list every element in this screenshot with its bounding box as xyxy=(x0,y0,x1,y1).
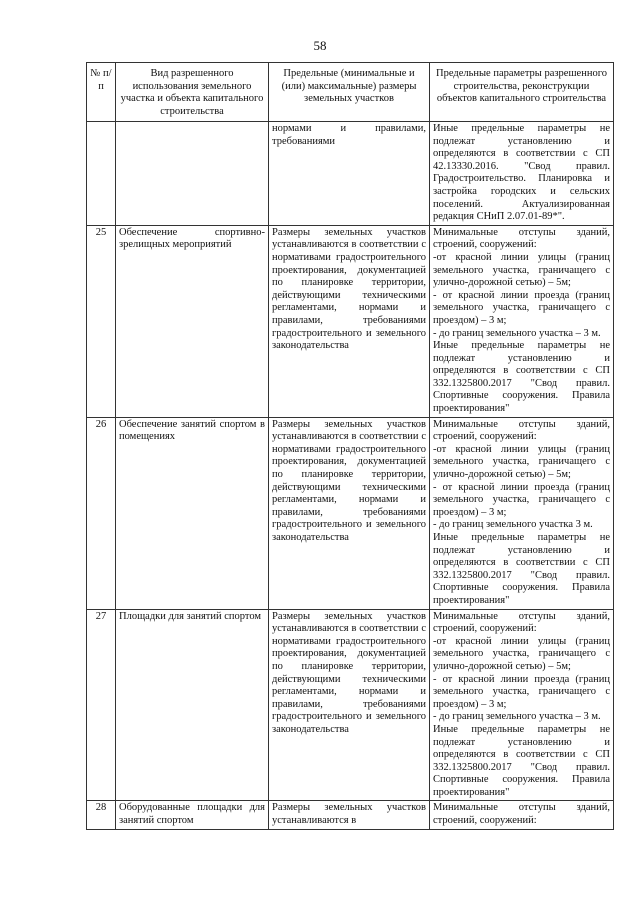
table-row xyxy=(87,801,614,829)
header-build-params: Предельные параметры разрешенного строительства, реконструкции объектов капитального строительства xyxy=(430,63,614,122)
cell-number: 28 xyxy=(87,801,116,829)
param-line: -от красной линии улицы (границ земельного участка, граничащего с улично-дорожной сетью) – 5м; xyxy=(433,251,610,289)
param-line: Минимальные отступы зданий, строений, сооружений: xyxy=(433,610,610,635)
cell-build-params xyxy=(430,225,614,417)
cell-build-params xyxy=(430,801,614,829)
cell-plot-sizes: Размеры земельных участков устанавливаются в соответствии с нормативами градостроительного проектирования, документацией по планировке территории, действующими техническими регламентами, нормами и правилами, требованиями градостроительного и земельного законодательства xyxy=(269,609,430,801)
table-row-continuation xyxy=(87,122,614,226)
cell-build-params: Иные предельные параметры не подлежат установлению и определяются в соответствии с СП 42.13330.2016. "Свод правил. Градостроительство. Планировка и застройка городских и сельских поселений. Актуализированная редакция СНиП 2.07.01-89*". xyxy=(430,122,614,226)
param-line: -от красной линии улицы (границ земельного участка, граничащего с улично-дорожной сетью) – 5м; xyxy=(433,635,610,672)
param-line: - до границ земельного участка – 3 м. xyxy=(433,327,601,339)
cell-use-type: Обеспечение спортивно-зрелищных мероприятий xyxy=(116,225,269,417)
cell-number: 27 xyxy=(87,609,116,801)
cell-use-type: Обеспечение занятий спортом в помещениях xyxy=(116,417,269,609)
cell-plot-sizes: нормами и правилами, требованиями xyxy=(269,122,430,226)
cell-build-params xyxy=(430,417,614,609)
param-line: - до границ земельного участка – 3 м. xyxy=(433,711,601,723)
cell-number xyxy=(87,122,116,226)
param-line: - от красной линии проезда (границ земельного участка, граничащего с проездом) – 3 м; xyxy=(433,673,610,710)
cell-plot-sizes: Размеры земельных участков устанавливаются в соответствии с нормативами градостроительного проектирования, документацией по планировке территории, действующими техническими регламентами, нормами и правилами, требованиями градостроительного и земельного законодательства xyxy=(269,225,430,417)
param-line: Иные предельные параметры не подлежат установлению и определяются в соответствии с СП 332.1325800.2017 "Свод правил. Спортивные сооружения. Правила проектирования" xyxy=(433,723,610,798)
header-use-type: Вид разрешенного использования земельного участка и объекта капитального строительства xyxy=(116,63,269,122)
param-line: - от красной линии проезда (границ земельного участка, граничащего с проездом) – 3 м; xyxy=(433,481,610,518)
param-line: Минимальные отступы зданий, строений, сооружений: xyxy=(433,802,610,827)
param-line: -от красной линии улицы (границ земельного участка, граничащего с улично-дорожной сетью) – 5м; xyxy=(433,443,610,481)
cell-plot-sizes: Размеры земельных участков устанавливаются в xyxy=(269,801,430,829)
table-row xyxy=(87,417,614,609)
cell-number: 26 xyxy=(87,417,116,609)
param-line: - до границ земельного участка 3 м. xyxy=(433,519,593,531)
table-header-row xyxy=(87,63,614,122)
cell-build-params xyxy=(430,609,614,801)
table-row xyxy=(87,225,614,417)
page-number: 58 xyxy=(313,38,327,53)
param-line: Иные предельные параметры не подлежат установлению и определяются в соответствии с СП 332.1325800.2017 "Свод правил. Спортивные сооружения. Правила проектирования" xyxy=(433,532,610,606)
table-row xyxy=(87,609,614,801)
param-line: Минимальные отступы зданий, строений, сооружений: xyxy=(433,418,610,443)
param-line: Минимальные отступы зданий, строений, сооружений: xyxy=(433,226,610,251)
cell-plot-sizes: Размеры земельных участков устанавливаются в соответствии с нормативами градостроительного проектирования, документацией по планировке территории, действующими техническими регламентами, нормами и правилами, требованиями градостроительного и земельного законодательства xyxy=(269,417,430,609)
cell-use-type xyxy=(116,122,269,226)
header-plot-sizes: Предельные (минимальные и (или) максимальные) размеры земельных участков xyxy=(269,63,430,122)
cell-use-type: Площадки для занятий спортом xyxy=(116,609,269,801)
cell-use-type: Оборудованные площадки для занятий спортом xyxy=(116,801,269,829)
regulations-table xyxy=(86,62,614,830)
cell-number: 25 xyxy=(87,225,116,417)
param-line: - от красной линии проезда (границ земельного участка, граничащего с проездом) – 3 м; xyxy=(433,289,610,326)
param-line: Иные предельные параметры не подлежат установлению и определяются в соответствии с СП 332.1325800.2017 "Свод правил. Спортивные сооружения. Правила проектирования" xyxy=(433,340,610,415)
header-number: № п/п xyxy=(87,63,116,122)
